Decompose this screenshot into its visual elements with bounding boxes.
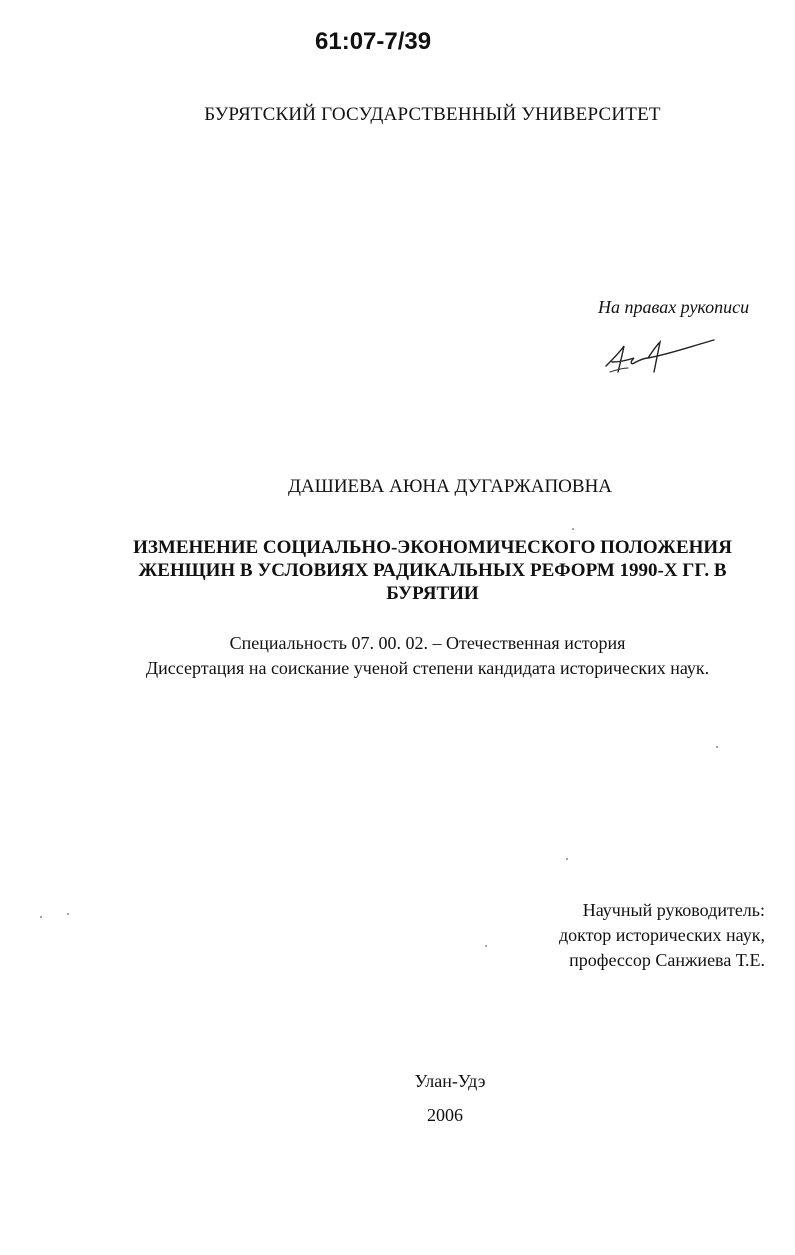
- supervisor-block: [559, 898, 765, 973]
- supervisor-label: Научный руководитель:: [582, 900, 765, 920]
- supervisor-name: профессор Санжиева Т.Е.: [569, 950, 765, 970]
- scan-speck: [40, 916, 42, 918]
- dissertation-title: [0, 536, 795, 605]
- signature-icon: [600, 332, 718, 382]
- supervisor-degree: доктор исторических наук,: [559, 925, 765, 945]
- scan-speck: [572, 528, 574, 530]
- title-line: БУРЯТИИ: [386, 583, 479, 604]
- city: Улан-Удэ: [414, 1071, 486, 1091]
- author-name: ДАШИЕВА АЮНА ДУГАРЖАПОВНА: [287, 476, 613, 497]
- scan-speck: [566, 858, 568, 860]
- year: 2006: [427, 1105, 463, 1125]
- title-line: ЖЕНЩИН В УСЛОВИЯХ РАДИКАЛЬНЫХ РЕФОРМ 1990-Х ГГ. В: [138, 560, 727, 581]
- scan-speck: [716, 746, 718, 748]
- catalog-code: 61:07-7/39: [315, 28, 432, 55]
- dissertation-degree-line: Диссертация на соискание ученой степени кандидата исторических наук.: [145, 658, 710, 678]
- specialty-line: Специальность 07. 00. 02. – Отечественная история: [229, 633, 626, 653]
- manuscript-note: На правах рукописи: [598, 297, 750, 317]
- title-line: ИЗМЕНЕНИЕ СОЦИАЛЬНО-ЭКОНОМИЧЕСКОГО ПОЛОЖЕНИЯ: [133, 537, 732, 558]
- university-name: БУРЯТСКИЙ ГОСУДАРСТВЕННЫЙ УНИВЕРСИТЕТ: [204, 104, 661, 125]
- scan-speck: [67, 913, 69, 915]
- scan-speck: [485, 945, 487, 947]
